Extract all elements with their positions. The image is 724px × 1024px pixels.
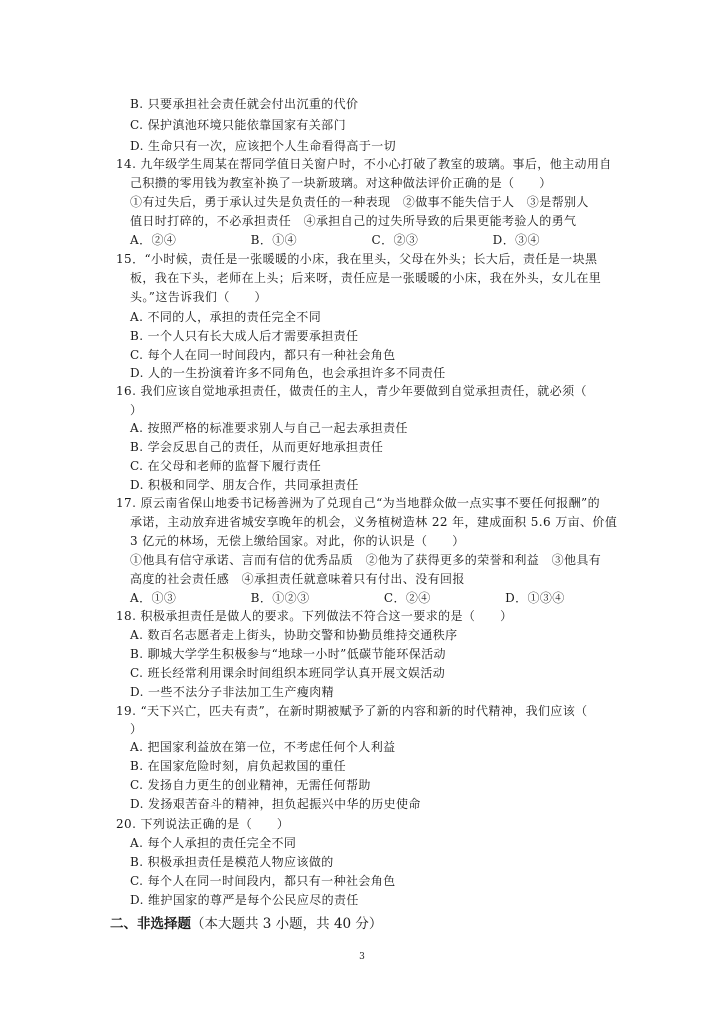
q15-stem-line1: 15．“小时候，责任是一张暖暖的小床，我在里头，父母在外头；长大后，责任是一块黑	[116, 252, 598, 266]
q16-option-b: B. 学会反思自己的责任，从而更好地承担责任	[130, 440, 384, 454]
q19-option-b: B. 在国家危险时刻，肩负起救国的重任	[130, 759, 347, 773]
q19-option-c: C. 发扬自力更生的创业精神，无需任何帮助	[130, 778, 371, 792]
section-heading	[110, 912, 382, 932]
q13-option-d: D. 生命只有一次，应该把个人生命看得高于一切	[130, 139, 397, 153]
q16-option-c: C. 在父母和老师的监督下履行责任	[130, 459, 322, 473]
q16-option-d: D. 积极和同学、朋友合作，共同承担责任	[130, 478, 359, 492]
section-title: 二、非选择题	[110, 916, 191, 932]
q17-choices: A．①③ B．①②③ C．②④ D．①③④	[130, 591, 565, 605]
q15-option-b: B. 一个人只有长大成人后才需要承担责任	[130, 329, 359, 343]
section-note: （本大题共 3 小题，共 40 分）	[191, 916, 383, 932]
q16-option-a: A. 按照严格的标准要求别人与自己一起去承担责任	[130, 421, 408, 435]
q20-stem: 20. 下列说法正确的是（ ）	[116, 817, 290, 831]
q15-option-d: D. 人的一生扮演着许多不同角色，也会承担许多不同责任	[130, 366, 446, 380]
q18-option-b: B. 聊城大学学生积极参与“地球一小时”低碳节能环保活动	[130, 647, 446, 661]
q13-option-c: C. 保护滇池环境只能依靠国家有关部门	[130, 118, 346, 132]
q20-option-d: D. 维护国家的尊严是每个公民应尽的责任	[130, 893, 359, 907]
q15-stem-line2: 板，我在下头，老师在上头；后来呀，责任应是一张暖暖的小床，我在外头，女儿在里	[130, 271, 602, 285]
q17-statements-line1: ①他具有信守承诺、言而有信的优秀品质 ②他为了获得更多的荣誉和利益 ③他具有	[130, 553, 602, 567]
q19-stem-line2: ）	[130, 722, 143, 736]
page-number: 3	[359, 952, 365, 962]
q20-option-a: A. 每个人承担的责任完全不同	[130, 836, 297, 850]
q17-stem-line2: 承诺，主动放弃进省城安享晚年的机会，义务植树造林 22 年，建成面积 5.6 万亩、价值	[130, 515, 618, 529]
q14-statements-line2: 值日时打碎的，不必承担责任 ④承担自己的过失所导致的后果更能考验人的勇气	[130, 214, 577, 228]
q20-option-c: C. 每个人在同一时间段内，都只有一种社会角色	[130, 874, 396, 888]
q19-option-a: A. 把国家利益放在第一位，不考虑任何个人利益	[130, 740, 396, 754]
q13-option-b: B. 只要承担社会责任就会付出沉重的代价	[130, 97, 359, 111]
q16-stem-line2: ）	[130, 403, 143, 417]
q15-option-a: A. 不同的人，承担的责任完全不同	[130, 310, 322, 324]
q18-option-d: D. 一些不法分子非法加工生产瘦肉精	[130, 685, 335, 699]
q19-stem-line1: 19. “天下兴亡，匹夫有责”，在新时期被赋予了新的内容和新的时代精神，我们应该（	[116, 704, 588, 718]
q18-stem: 18. 积极承担责任是做人的要求。下列做法不符合这一要求的是（ ）	[116, 609, 513, 623]
q18-option-c: C. 班长经常利用课余时间组织本班同学认真开展文娱活动	[130, 666, 446, 680]
q14-stem-line2: 己积攒的零用钱为教室补换了一块新玻璃。对这种做法评价正确的是（ ）	[130, 176, 552, 190]
q18-option-a: A. 数百名志愿者走上街头，协助交警和协勤员维持交通秩序	[130, 628, 458, 642]
q17-stem-line1: 17. 原云南省保山地委书记杨善洲为了兑现自己“为当地群众做一点实事不要任何报酬”的	[116, 496, 600, 510]
q14-stem-line1: 14. 九年级学生周某在帮同学值日关窗户时，不小心打破了教室的玻璃。事后，他主动用自	[116, 157, 612, 171]
q15-option-c: C. 每个人在同一时间段内，都只有一种社会角色	[130, 348, 396, 362]
q15-stem-line3: 头。”这告诉我们（ ）	[130, 290, 267, 304]
q14-choices: A．②④ B．①④ C．②③ D．③④	[130, 233, 540, 247]
q16-stem-line1: 16. 我们应该自觉地承担责任，做责任的主人，青少年要做到自觉承担责任，就必须（	[116, 384, 587, 398]
q20-option-b: B. 积极承担责任是模范人物应该做的	[130, 855, 334, 869]
q17-statements-line2: 高度的社会责任感 ④承担责任就意味着只有付出、没有回报	[130, 572, 465, 586]
q14-statements-line1: ①有过失后，勇于承认过失是负责任的一种表现 ②做事不能失信于人 ③是帮别人	[130, 195, 589, 209]
q17-stem-line3: 3 亿元的林场，无偿上缴给国家。对此，你的认识是（ ）	[130, 534, 465, 548]
q19-option-d: D. 发扬艰苦奋斗的精神，担负起振兴中华的历史使命	[130, 797, 421, 811]
